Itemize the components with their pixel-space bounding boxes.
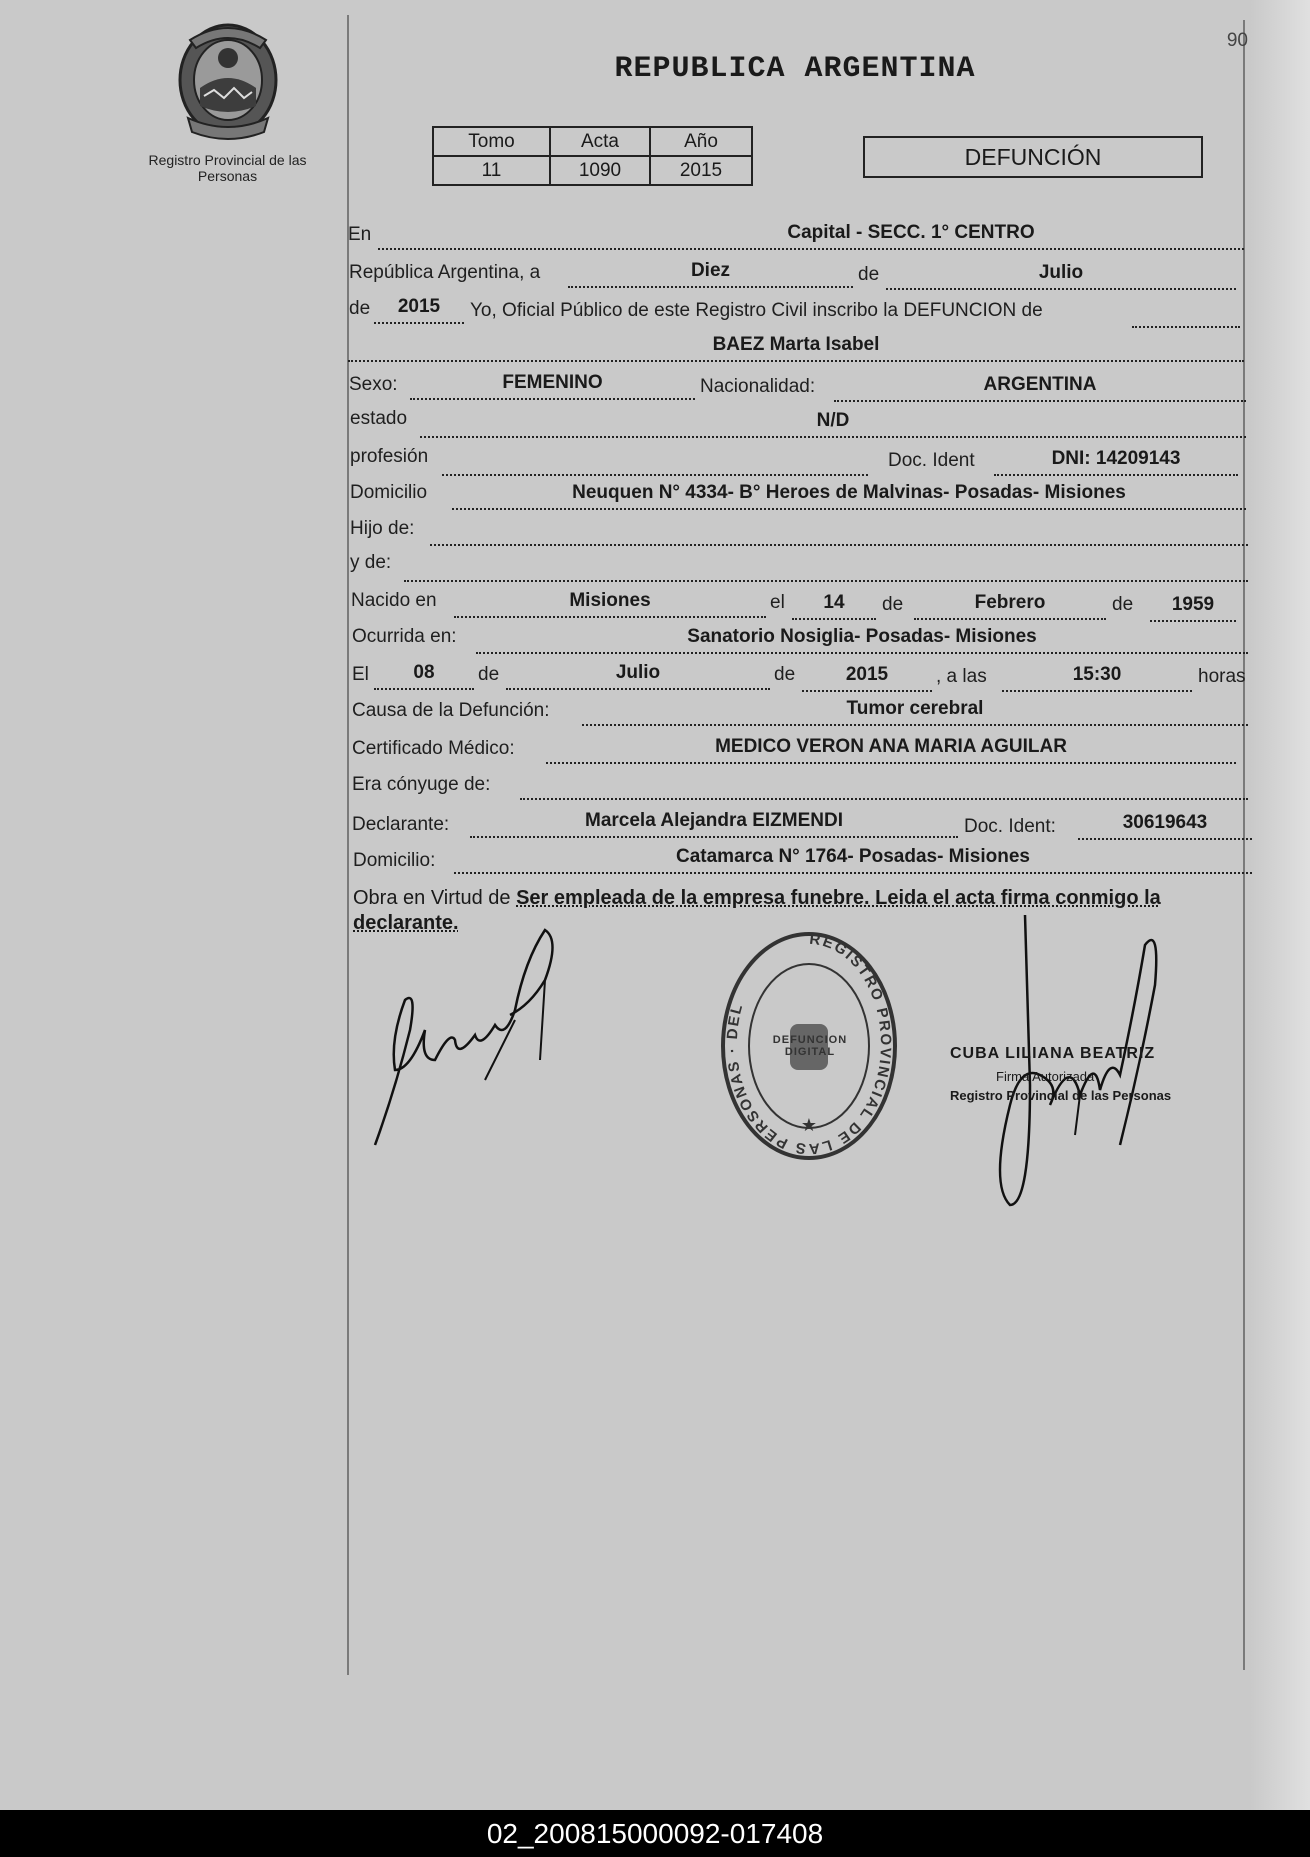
row-causa: [0, 698, 1260, 728]
label-estado: estado: [350, 408, 408, 429]
label-domicilio: Domicilio: [350, 482, 428, 503]
field-causa: Tumor cerebral: [582, 698, 1248, 726]
label-conyuge: Era cónyuge de:: [352, 774, 491, 795]
signer-name: CUBA LILIANA BEATRIZ: [950, 1045, 1156, 1062]
field-fallec-dia: 08: [374, 662, 474, 690]
field-y-de: [404, 554, 1248, 582]
field-mes: Julio: [886, 262, 1236, 290]
field-certificado: MEDICO VERON ANA MARIA AGUILAR: [546, 736, 1236, 764]
row-estado: [0, 408, 1260, 438]
row-conyuge: [0, 772, 1260, 802]
reference-table: [432, 126, 753, 186]
label-horas: horas: [1198, 666, 1246, 687]
row-sexo: [0, 372, 1260, 402]
label-ocurrida-en: Ocurrida en:: [352, 626, 457, 647]
anio-value: 2015: [650, 156, 752, 185]
field-ocurrida-en: Sanatorio Nosiglia- Posadas- Misiones: [476, 626, 1248, 654]
label-causa: Causa de la Defunción:: [352, 700, 550, 721]
field-estado: N/D: [420, 410, 1246, 438]
label-obra: Obra en Virtud de: [353, 887, 511, 909]
field-declarante: Marcela Alejandra EIZMENDI: [470, 810, 958, 838]
label-el-cap: El: [352, 664, 369, 685]
row-fecha-inscripcion: [0, 260, 1260, 290]
field-conyuge: [520, 772, 1248, 800]
row-nombre: [0, 334, 1260, 364]
label-declarante: Declarante:: [352, 814, 450, 835]
svg-text:★: ★: [800, 1115, 818, 1135]
field-hora: 15:30: [1002, 664, 1192, 692]
declarant-signature: [365, 920, 605, 1150]
page-number: 90: [1226, 30, 1248, 51]
field-fallec-anio: 2015: [802, 664, 932, 692]
label-nacionalidad: Nacionalidad:: [700, 376, 816, 397]
row-y-de: [0, 552, 1260, 582]
seal-ring-text: REGISTRO PROVINCIAL DE LAS PERSONAS · DEL: [723, 930, 895, 1158]
label-de-6: de: [774, 664, 796, 685]
label-el: el: [770, 592, 785, 613]
acta-value: 1090: [550, 156, 650, 185]
field-lugar: Capital - SECC. 1° CENTRO: [378, 222, 1244, 250]
row-declarante: [0, 810, 1260, 840]
signature-block: [950, 1045, 1210, 1103]
label-nacido-en: Nacido en: [351, 590, 437, 611]
field-profesion: [442, 448, 868, 476]
signer-office: Registro Provincial de las Personas: [950, 1088, 1172, 1103]
field-domicilio: Neuquen N° 4334- B° Heroes de Malvinas- Posadas- Misiones: [452, 482, 1246, 510]
row-ocurrida: [0, 626, 1260, 656]
label-de-2: de: [349, 298, 371, 319]
seal-inner-text: DEFUNCION DIGITAL: [772, 1034, 848, 1058]
field-obra: Ser empleada de la empresa funebre. Leida el acta firma conmigo la declarante.: [353, 887, 1161, 934]
registry-label: Registro Provincial de las Personas: [148, 152, 307, 184]
field-sexo: FEMENINO: [410, 372, 695, 400]
label-doc-ident-2: Doc. Ident:: [964, 816, 1056, 837]
field-hijo-de: [430, 518, 1248, 546]
signer-role: Firma Autorizada: [996, 1069, 1095, 1084]
field-nacido-anio: 1959: [1150, 594, 1236, 622]
row-lugar: [0, 222, 1260, 252]
row-declarante-domicilio: [0, 846, 1260, 876]
province-logo: [168, 18, 288, 143]
label-de-3: de: [882, 594, 904, 615]
label-de-5: de: [478, 664, 500, 685]
field-nombre: BAEZ Marta Isabel: [348, 334, 1244, 362]
row-domicilio: [0, 482, 1260, 512]
field-doc-ident: DNI: 14209143: [994, 448, 1238, 476]
field-nacido-mes: Febrero: [914, 592, 1106, 620]
field-nacido-dia: 14: [792, 592, 876, 620]
acta-header: Acta: [550, 127, 650, 156]
field-declarante-domicilio: Catamarca N° 1764- Posadas- Misiones: [454, 846, 1252, 874]
document-title: REPUBLICA ARGENTINA: [614, 52, 976, 86]
row-profesion: [0, 446, 1260, 476]
tomo-value: 11: [433, 156, 550, 185]
label-yo: Yo, Oficial Público de este Registro Civil inscribo la DEFUNCION de: [470, 300, 1043, 321]
row-nacimiento: [0, 590, 1260, 620]
document-type-box: DEFUNCIÓN: [863, 136, 1203, 178]
label-doc-ident: Doc. Ident: [888, 450, 975, 471]
label-sexo: Sexo:: [349, 374, 398, 395]
label-en: En: [348, 224, 372, 245]
tomo-header: Tomo: [433, 127, 550, 156]
label-hijo-de: Hijo de:: [350, 518, 415, 539]
field-declarante-doc: 30619643: [1078, 812, 1252, 840]
official-seal: [718, 926, 900, 1166]
label-domicilio-2: Domicilio:: [353, 850, 436, 871]
label-republica: República Argentina, a: [349, 262, 541, 283]
footer-filename: 02_200815000092-017408: [0, 1810, 1310, 1857]
label-de-4: de: [1112, 594, 1134, 615]
label-y-de: y de:: [350, 552, 392, 573]
coat-of-arms-icon: [168, 18, 288, 143]
row-anio: [0, 296, 1260, 326]
label-profesion: profesión: [350, 446, 429, 467]
field-fallec-mes: Julio: [506, 662, 770, 690]
field-nacionalidad: ARGENTINA: [834, 374, 1246, 402]
anio-header: Año: [650, 127, 752, 156]
label-certificado: Certificado Médico:: [352, 738, 515, 759]
label-de: de: [858, 264, 880, 285]
field-dia: Diez: [568, 260, 853, 288]
field-blank-1: [1132, 300, 1240, 328]
field-anio: 2015: [374, 296, 464, 324]
row-certificado: [0, 736, 1260, 766]
field-nacido-en: Misiones: [454, 590, 766, 618]
row-fecha-fallecimiento: [0, 662, 1260, 692]
row-hijo-de: [0, 518, 1260, 548]
label-a-las: , a las: [936, 666, 987, 687]
